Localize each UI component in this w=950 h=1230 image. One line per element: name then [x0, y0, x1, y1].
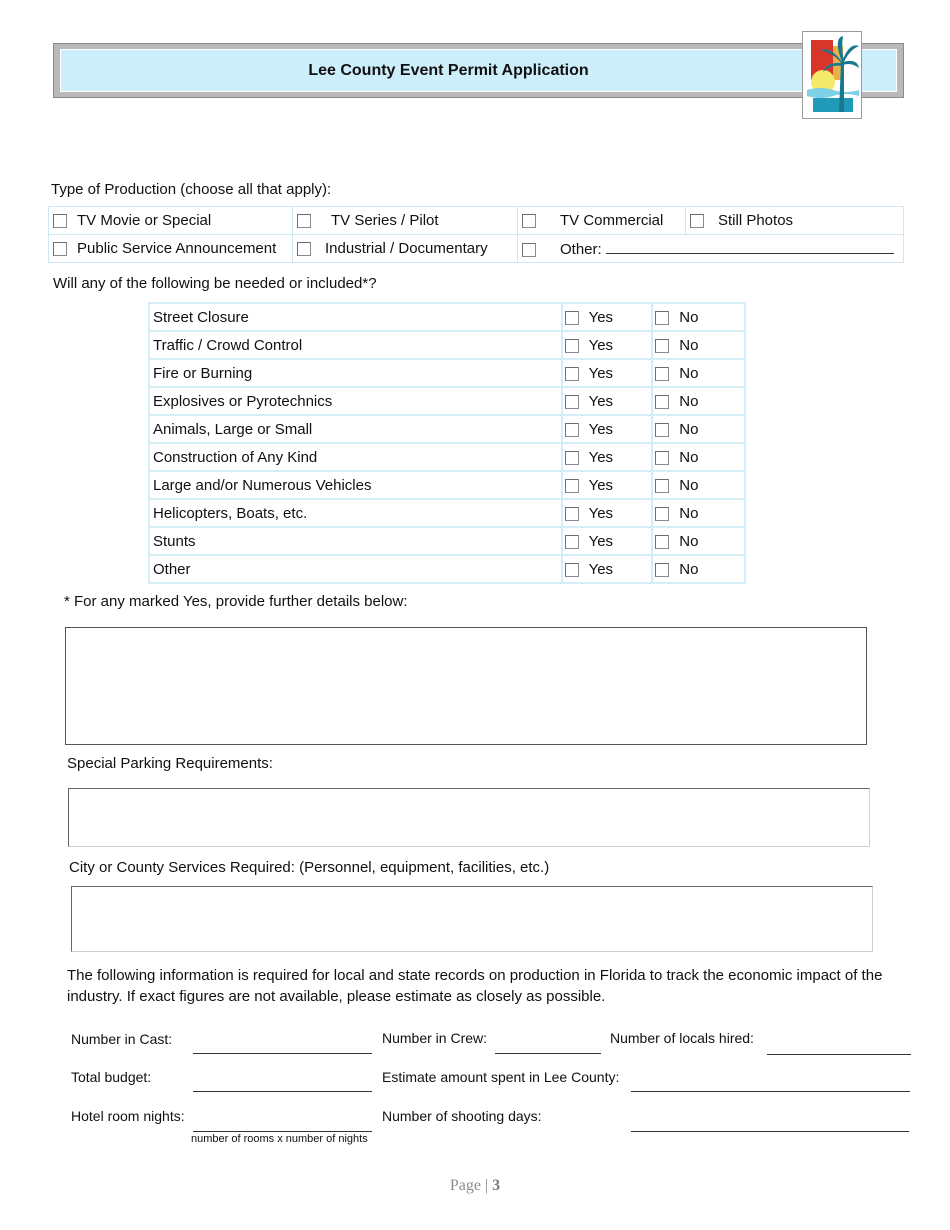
palm-tree-logo-icon [802, 31, 862, 119]
needs-row [149, 471, 745, 499]
needs-yes-checkbox[interactable] [565, 367, 579, 381]
page-separator: | [484, 1177, 489, 1194]
needs-row [149, 443, 745, 471]
option-label: TV Series / Pilot [331, 212, 439, 229]
needs-yes-label: Yes [588, 448, 614, 466]
needs-row [149, 359, 745, 387]
needs-item-label: Construction of Any Kind [149, 443, 562, 471]
cast-input[interactable] [193, 1053, 372, 1054]
page-word: Page [449, 1177, 481, 1194]
hotel-label: Hotel room nights: [71, 1108, 185, 1124]
production-option [293, 235, 518, 263]
needs-no-cell [652, 527, 745, 555]
option-label: Industrial / Documentary [325, 240, 488, 257]
needs-yes-label: Yes [588, 476, 614, 494]
tv-commercial-checkbox[interactable] [522, 214, 536, 228]
needs-yes-cell [562, 303, 653, 331]
header-banner [53, 43, 904, 98]
needs-item-label: Explosives or Pyrotechnics [149, 387, 562, 415]
industrial-documentary-checkbox[interactable] [297, 242, 311, 256]
production-option [49, 235, 293, 263]
needs-no-label: No [679, 476, 699, 494]
parking-label: Special Parking Requirements: [67, 755, 273, 772]
needs-table [148, 302, 746, 584]
needs-no-label: No [679, 560, 699, 578]
needs-no-label: No [679, 392, 699, 410]
needs-yes-label: Yes [588, 364, 614, 382]
production-option [49, 207, 293, 235]
needs-item-label: Traffic / Crowd Control [149, 331, 562, 359]
needs-yes-checkbox[interactable] [565, 311, 579, 325]
other-production-input[interactable] [606, 240, 894, 254]
needs-no-label: No [679, 504, 699, 522]
parking-textarea[interactable] [68, 788, 870, 847]
production-option [686, 207, 904, 235]
option-label: Public Service Announcement [77, 240, 277, 257]
production-prompt: Type of Production (choose all that apply): [51, 181, 332, 198]
needs-row [149, 527, 745, 555]
needs-yes-label: Yes [588, 308, 614, 326]
hotel-input[interactable] [193, 1131, 372, 1132]
page-number: 3 [492, 1177, 501, 1194]
needs-no-checkbox[interactable] [655, 423, 669, 437]
needs-no-checkbox[interactable] [655, 311, 669, 325]
other-production-checkbox[interactable] [522, 243, 536, 257]
option-label: TV Movie or Special [77, 212, 212, 229]
needs-yes-checkbox[interactable] [565, 563, 579, 577]
needs-item-label: Helicopters, Boats, etc. [149, 499, 562, 527]
needs-no-checkbox[interactable] [655, 563, 669, 577]
needs-yes-checkbox[interactable] [565, 395, 579, 409]
option-label: Still Photos [718, 212, 794, 229]
needs-no-cell [652, 303, 745, 331]
needs-no-cell [652, 555, 745, 583]
needs-item-label: Large and/or Numerous Vehicles [149, 471, 562, 499]
needs-no-label: No [679, 364, 699, 382]
needs-no-checkbox[interactable] [655, 451, 669, 465]
page-footer [0, 1177, 950, 1195]
locals-label: Number of locals hired: [610, 1030, 754, 1046]
production-option [518, 207, 686, 235]
needs-yes-cell [562, 331, 653, 359]
shooting-days-input[interactable] [631, 1131, 909, 1132]
needs-no-checkbox[interactable] [655, 367, 669, 381]
needs-yes-checkbox[interactable] [565, 339, 579, 353]
needs-row [149, 387, 745, 415]
needs-no-label: No [679, 448, 699, 466]
info-paragraph: The following information is required for local and state records on production in Florida to track the economic impact of the industry. If exact figures are not available, please estimate as closely as possible. [67, 967, 883, 1005]
needs-item-label: Stunts [149, 527, 562, 555]
needs-no-label: No [679, 420, 699, 438]
tv-series-checkbox[interactable] [297, 214, 311, 228]
locals-input[interactable] [767, 1054, 911, 1055]
services-label: City or County Services Required: (Personnel, equipment, facilities, etc.) [69, 859, 550, 876]
needs-no-checkbox[interactable] [655, 535, 669, 549]
needs-no-label: No [679, 308, 699, 326]
needs-yes-checkbox[interactable] [565, 451, 579, 465]
option-label: TV Commercial [560, 212, 664, 229]
needs-no-cell [652, 331, 745, 359]
needs-no-cell [652, 471, 745, 499]
needs-yes-label: Yes [588, 532, 614, 550]
needs-row [149, 303, 745, 331]
production-option [518, 235, 904, 263]
crew-input[interactable] [495, 1053, 601, 1054]
needs-row [149, 331, 745, 359]
needs-no-label: No [679, 532, 699, 550]
details-prompt: * For any marked Yes, provide further details below: [64, 593, 408, 610]
still-photos-checkbox[interactable] [690, 214, 704, 228]
budget-label: Total budget: [71, 1069, 152, 1085]
lee-spend-input[interactable] [631, 1091, 910, 1092]
production-option [293, 207, 518, 235]
needs-yes-label: Yes [588, 560, 614, 578]
needs-no-cell [652, 499, 745, 527]
needs-no-checkbox[interactable] [655, 479, 669, 493]
needs-item-label: Fire or Burning [149, 359, 562, 387]
crew-label: Number in Crew: [382, 1030, 488, 1046]
services-textarea[interactable] [71, 886, 873, 952]
needs-item-label: Animals, Large or Small [149, 415, 562, 443]
needs-yes-cell [562, 387, 653, 415]
psa-checkbox[interactable] [53, 242, 67, 256]
needs-yes-cell [562, 471, 653, 499]
needs-no-checkbox[interactable] [655, 339, 669, 353]
needs-yes-cell [562, 443, 653, 471]
shooting-days-label: Number of shooting days: [382, 1108, 542, 1124]
needs-row [149, 415, 745, 443]
needs-yes-cell [562, 415, 653, 443]
option-label: Other: [560, 240, 602, 258]
needs-yes-label: Yes [588, 392, 614, 410]
needs-no-label: No [679, 336, 699, 354]
production-type-table [48, 206, 904, 263]
needs-yes-label: Yes [588, 504, 614, 522]
needs-yes-checkbox[interactable] [565, 507, 579, 521]
needs-item-label: Street Closure [149, 303, 562, 331]
hotel-hint: number of rooms x number of nights [191, 1133, 368, 1145]
lee-spend-label: Estimate amount spent in Lee County: [382, 1069, 620, 1085]
needs-yes-checkbox[interactable] [565, 535, 579, 549]
tv-movie-checkbox[interactable] [53, 214, 67, 228]
budget-input[interactable] [193, 1091, 372, 1092]
needs-row [149, 499, 745, 527]
details-textarea[interactable] [65, 627, 867, 745]
needs-no-checkbox[interactable] [655, 395, 669, 409]
needs-prompt: Will any of the following be needed or included*? [53, 275, 377, 292]
needs-yes-cell [562, 527, 653, 555]
needs-no-cell [652, 443, 745, 471]
cast-label: Number in Cast: [71, 1031, 173, 1047]
needs-yes-checkbox[interactable] [565, 423, 579, 437]
needs-yes-cell [562, 555, 653, 583]
needs-row [149, 555, 745, 583]
needs-no-cell [652, 415, 745, 443]
needs-no-cell [652, 387, 745, 415]
needs-yes-label: Yes [588, 336, 614, 354]
needs-yes-checkbox[interactable] [565, 479, 579, 493]
header-inner [60, 49, 897, 92]
needs-yes-label: Yes [588, 420, 614, 438]
needs-yes-cell [562, 359, 653, 387]
needs-no-checkbox[interactable] [655, 507, 669, 521]
needs-item-label: Other [149, 555, 562, 583]
needs-no-cell [652, 359, 745, 387]
needs-yes-cell [562, 499, 653, 527]
page-title: Lee County Event Permit Application [308, 61, 589, 79]
